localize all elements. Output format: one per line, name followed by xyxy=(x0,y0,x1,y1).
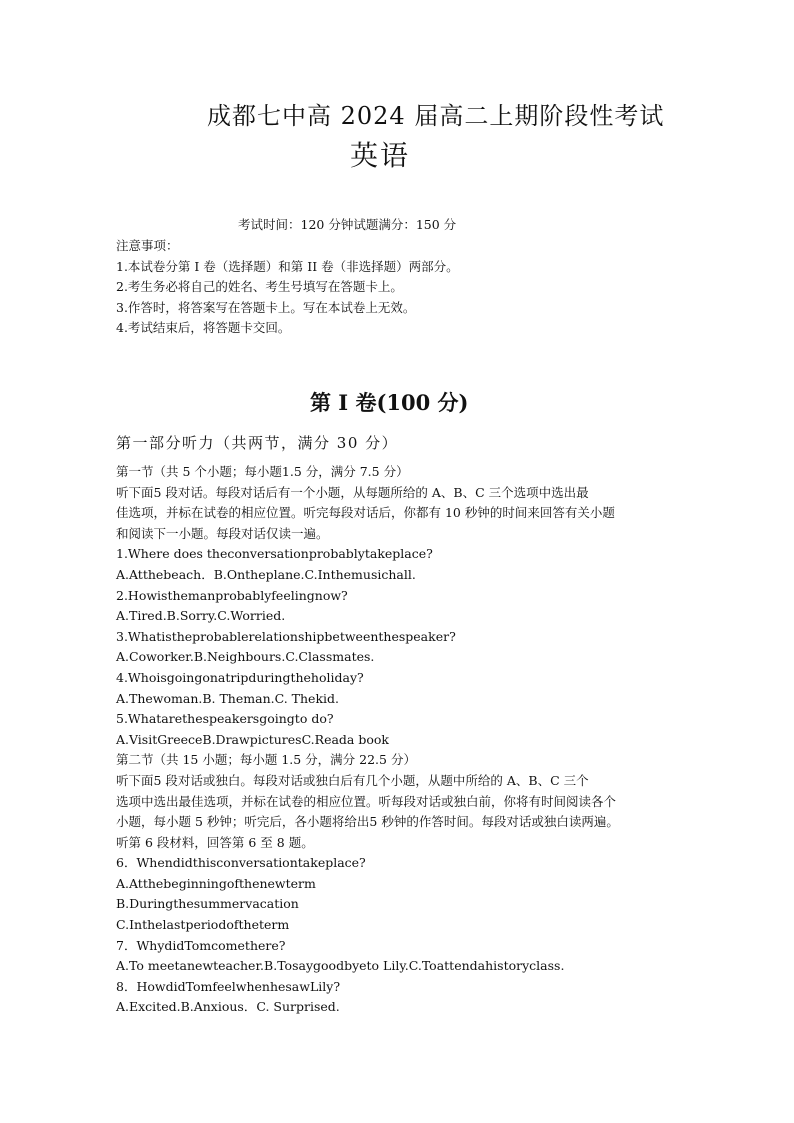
part2-heading: 第二节（共 15 小题；每小题 1.5 分，满分 22.5 分） xyxy=(116,752,416,768)
notes-section xyxy=(116,236,459,339)
question-options: A.VisitGreeceB.DrawpicturesC.Reada book xyxy=(116,731,389,747)
question-text: 8．HowdidTomfeelwhenhesawLily? xyxy=(116,978,341,994)
part1-instruction: 佳选项，并标在试卷的相应位置。听完每段对话后，你都有 10 秒钟的时间来回答有关小题 xyxy=(116,505,615,521)
question-text: 7．WhydidTomcomethere? xyxy=(116,937,286,953)
question-option: B.Duringthesummervacation xyxy=(116,896,299,912)
question-option: C.Inthelastperiodoftheterm xyxy=(116,917,290,933)
part-heading: 第 I 卷(100 分) xyxy=(310,390,469,415)
part1-instruction: 听下面5 段对话。每段对话后有一个小题，从每题所给的 A、B、C 三个选项中选出最 xyxy=(116,484,589,500)
exam-info: 考试时间：120 分钟试题满分：150 分 xyxy=(238,217,457,232)
listening-content xyxy=(116,462,676,1018)
notes-item: 4.考试结束后，将答题卡交回。 xyxy=(116,320,291,335)
question-text: 2.Howisthemanprobablyfeelingnow? xyxy=(116,587,348,603)
question-options: A.To meetanewteacher.B.Tosaygoodbyeto Lily.C.Toattendahistoryclass. xyxy=(116,958,565,974)
part1-heading: 第一节（共 5 个小题；每小题1.5 分，满分 7.5 分） xyxy=(116,464,409,479)
part2-instruction: 听第 6 段材料，回答第 6 至 8 题。 xyxy=(116,834,314,850)
question-options: A.Thewoman.B. Theman.C. Thekid. xyxy=(116,690,339,706)
question-option: A.Atthebeginningofthenewterm xyxy=(116,875,316,891)
part2-instruction: 选项中选出最佳选项，并标在试卷的相应位置。听每段对话或独白前，你将有时间阅读各个 xyxy=(116,793,617,809)
notes-item: 1.本试卷分第 I 卷（选择题）和第 II 卷（非选择题）两部分。 xyxy=(116,258,459,274)
question-text: 5.Whatarethespeakersgoingto do? xyxy=(116,711,334,727)
question-options: A.Coworker.B.Neighbours.C.Classmates. xyxy=(116,649,375,665)
notes-item: 2.考生务必将自己的姓名、考生号填写在答题卡上。 xyxy=(116,279,403,294)
part2-instruction: 听下面5 段对话或独白。每段对话或独白后有几个小题，从题中所给的 A、B、C 三个 xyxy=(116,772,589,788)
section-heading: 第一部分听力（共两节，满分 30 分） xyxy=(116,434,399,452)
exam-title: 成都七中高 2024 届高二上期阶段性考试 xyxy=(207,102,665,130)
question-options: A.Tired.B.Sorry.C.Worried. xyxy=(116,608,286,624)
question-text: 3.Whatistheprobablerelationshipbetweenthespeaker? xyxy=(116,628,456,644)
question-options: A.Atthebeach．B.Ontheplane.C.Inthemusichall. xyxy=(116,566,416,582)
part2-instruction: 小题，每小题 5 秒钟；听完后，各小题将给出5 秒钟的作答时间。每段对话或独白读两遍。 xyxy=(116,814,619,830)
notes-item: 3.作答时，将答案写在答题卡上。写在本试卷上无效。 xyxy=(116,299,416,315)
part1-instruction: 和阅读下一小题。每段对话仅读一遍。 xyxy=(116,525,329,541)
question-text: 1.Where does theconversationprobablytakeplace? xyxy=(116,546,433,562)
question-text: 4.Whoisgoingonatripduringtheholiday? xyxy=(116,669,364,685)
question-options: A.Excited.B.Anxious．C. Surprised. xyxy=(116,999,340,1015)
question-text: 6．Whendidthisconversationtakeplace? xyxy=(116,855,366,871)
notes-heading: 注意事项： xyxy=(116,238,179,253)
subject-title: 英语 xyxy=(350,139,411,172)
